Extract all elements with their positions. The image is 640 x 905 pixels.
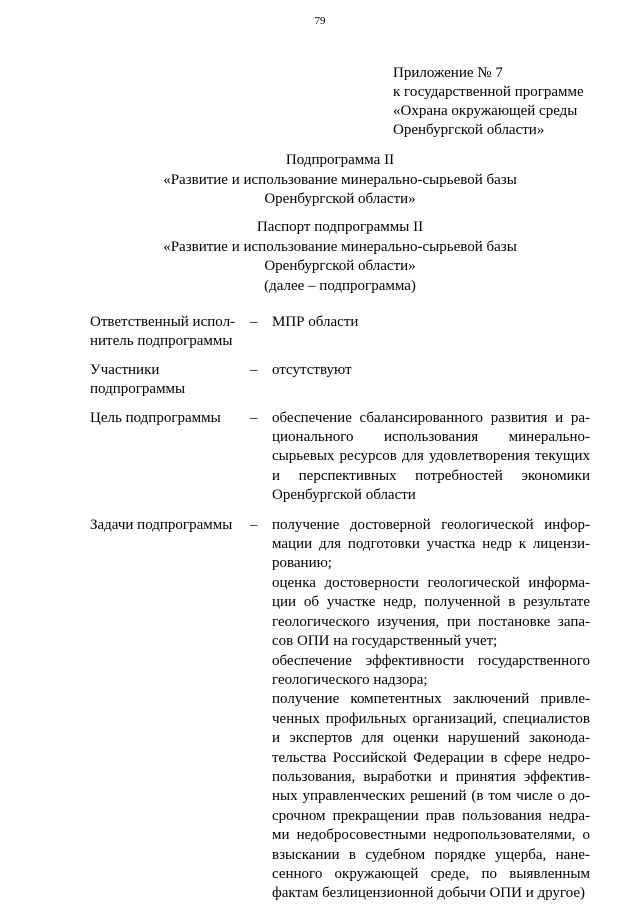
- row-value-line: ми недобросовестными недропользователями, о: [272, 827, 590, 844]
- row-value-line: обеспечение эффективности государственного: [272, 652, 590, 669]
- row-value-line: тельства Российской Федерации в сфере недро-: [272, 749, 590, 766]
- row-value-line: Оренбургской области: [272, 487, 416, 504]
- row-tasks: [90, 516, 590, 904]
- row-value: [272, 516, 590, 904]
- row-value-line: и экспертов для оценки нарушений законода-: [272, 730, 590, 747]
- row-value-line: фактам безлицензионной добычи ОПИ и другое): [272, 885, 586, 902]
- row-label: [90, 361, 250, 400]
- row-value-line: ных управленческих решений (в том числе о до-: [272, 788, 590, 805]
- row-label-line: Задачи подпрограммы: [90, 516, 233, 533]
- row-value-line: геологического надзора;: [272, 671, 428, 688]
- row-participants: [90, 361, 590, 400]
- row-goal: [90, 409, 590, 506]
- row-value-line: и перспективных потребностей экономики: [272, 467, 590, 484]
- subprogram-title: [0, 151, 640, 210]
- row-label: [90, 516, 250, 535]
- row-dash: –: [250, 314, 258, 330]
- row-value-line: получение достоверной геологической инфор-: [272, 516, 590, 533]
- passport-title-line: (далее – подпрограмма): [264, 277, 416, 294]
- row-dash: –: [250, 361, 258, 378]
- row-label: [90, 313, 250, 352]
- row-value: [272, 313, 590, 332]
- row-label-line: подпрограммы: [90, 381, 186, 398]
- row-value-line: МПР области: [272, 314, 359, 330]
- row-value-line: геологического изучения, при постановке запа-: [272, 613, 590, 630]
- row-value-line: ции об участке недр, полученной в результате: [272, 594, 590, 611]
- row-label-line: Цель подпрограммы: [90, 409, 221, 426]
- row-responsible-executor: [90, 313, 590, 352]
- appendix-line: к государственной программе: [393, 84, 584, 100]
- passport-title: [0, 218, 640, 296]
- subprogram-title-line: Подпрограмма II: [285, 152, 395, 168]
- appendix-line: Оренбургской области»: [393, 122, 545, 138]
- appendix-line: «Охрана окружающей среды: [393, 103, 578, 119]
- row-label-line: Участники: [90, 361, 160, 378]
- page-number: 79: [314, 15, 326, 27]
- row-label-line: нитель подпрограммы: [90, 333, 233, 350]
- row-value-line: мации для подготовки участка недр к лицензи-: [272, 536, 590, 553]
- appendix-line: Приложение № 7: [393, 65, 503, 81]
- row-value-line: отсутствуют: [272, 361, 352, 378]
- row-label: [90, 409, 250, 428]
- row-dash: –: [250, 516, 258, 533]
- row-value: [272, 361, 590, 380]
- row-value-line: рованию;: [272, 555, 332, 572]
- row-value-line: оценка достоверности геологической информа-: [272, 574, 590, 591]
- row-value-line: сов ОПИ на государственный учет;: [272, 633, 498, 650]
- passport-title-line: Оренбургской области»: [264, 258, 416, 274]
- row-value-line: сырьевых ресурсов для удовлетворения текущих: [272, 448, 590, 465]
- row-value-line: взыскании в судебном порядке ущерба, нане-: [272, 846, 590, 863]
- row-value-line: обеспечение сбалансированного развития и ра-: [272, 409, 590, 426]
- subprogram-title-line: Оренбургской области»: [264, 191, 416, 207]
- passport-title-line: «Развитие и использование минерально-сырьевой базы: [163, 238, 517, 255]
- row-value-line: сенного окружающей среде, по выявленным: [272, 865, 590, 882]
- appendix-note: [393, 64, 623, 140]
- subprogram-title-line: «Развитие и использование минерально-сырьевой базы: [163, 171, 517, 188]
- row-value: [272, 409, 590, 506]
- row-value-line: ченных профильных организаций, специалистов: [272, 710, 590, 727]
- row-value-line: пользования, выработки и принятия эффектив-: [272, 768, 590, 785]
- row-dash: –: [250, 409, 258, 426]
- row-value-line: получение компетентных заключений привле-: [272, 691, 590, 708]
- row-label-line: Ответственный испол-: [90, 314, 236, 330]
- row-value-line: ционального использования минерально-: [272, 429, 590, 446]
- passport-table: [90, 313, 590, 904]
- passport-title-line: Паспорт подпрограммы II: [256, 219, 424, 235]
- row-value-line: срочном прекращении прав пользования недра-: [272, 807, 590, 824]
